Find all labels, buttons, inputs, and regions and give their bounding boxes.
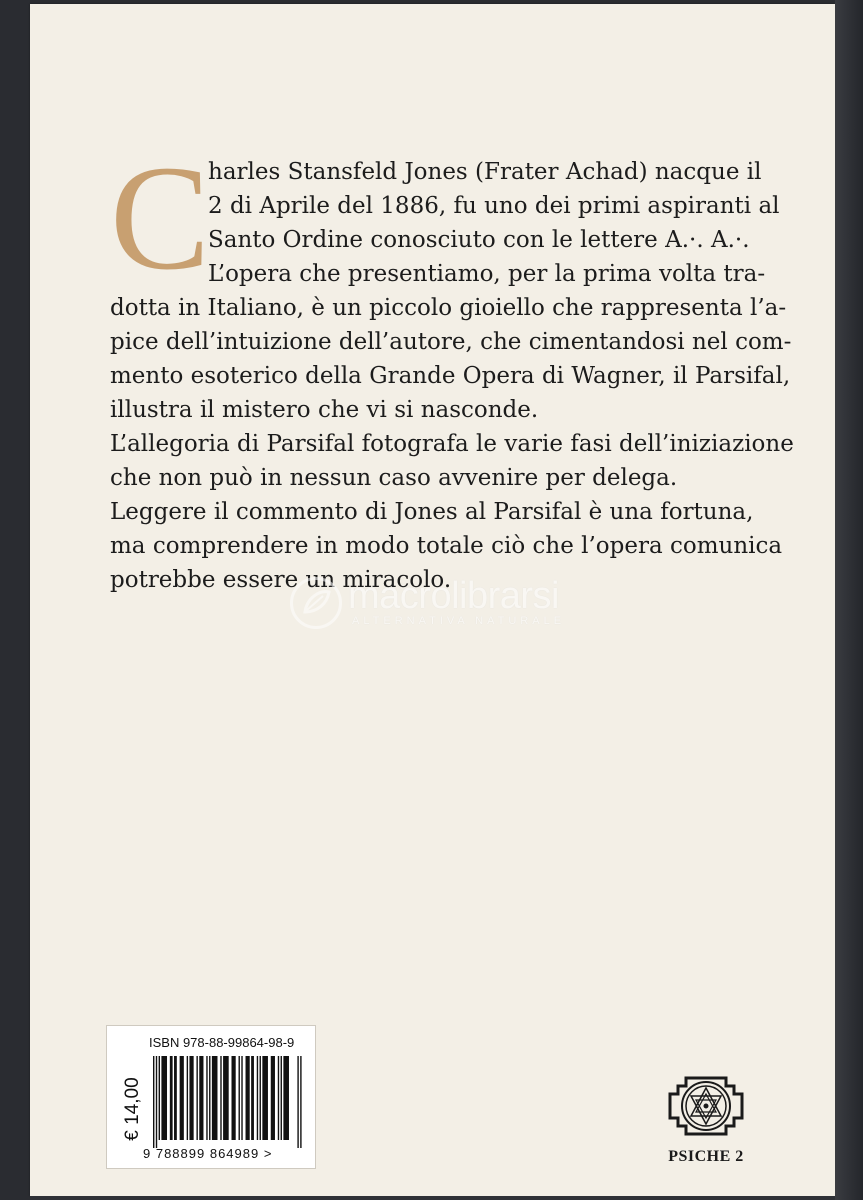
barcode-bar	[180, 1056, 184, 1140]
barcode-bars	[153, 1056, 303, 1148]
blurb-line: Leggere il commento di Jones al Parsifal è una fortuna,	[110, 499, 754, 525]
barcode-label	[106, 1025, 316, 1169]
barcode-bar	[170, 1056, 173, 1140]
barcode-bar	[212, 1056, 218, 1140]
book-bottom-edge	[30, 1196, 835, 1200]
blurb-line: L’allegoria di Parsifal fotografa le varie fasi dell’iniziazione	[110, 431, 794, 457]
barcode-bar	[209, 1056, 210, 1140]
barcode-bar	[257, 1056, 258, 1140]
book-spine-edge	[835, 0, 863, 1200]
blurb-line: ma comprendere in modo totale ciò che l’opera comunica	[110, 533, 783, 559]
drop-cap: C	[110, 135, 211, 301]
leaf-logo-icon	[290, 577, 342, 629]
barcode-bar	[159, 1056, 160, 1140]
barcode-guard-bar	[156, 1056, 157, 1148]
isbn-number: ISBN 978-88-99864-98-9	[149, 1035, 295, 1050]
publisher-name: PSICHE 2	[668, 1148, 744, 1165]
barcode-guard-bar	[300, 1056, 301, 1148]
barcode-bar	[174, 1056, 177, 1140]
blurb-line: potrebbe essere un miracolo.	[110, 567, 452, 593]
barcode-bar	[260, 1056, 261, 1140]
blurb-line: pice dell’intuizione dell’autore, che cimentandosi nel com-	[110, 329, 792, 355]
barcode-bar	[246, 1056, 250, 1140]
blurb-line: 2 di Aprile del 1886, fu uno dei primi aspiranti al	[208, 193, 780, 219]
blurb-text	[110, 135, 794, 597]
watermark-brand: macrolibrarsi	[348, 575, 559, 617]
barcode-bar	[271, 1056, 275, 1140]
yantra-logo-icon	[666, 1064, 746, 1148]
barcode-digits: 9 788899 864989 >	[143, 1146, 273, 1161]
barcode-bar	[199, 1056, 203, 1140]
barcode-bar	[232, 1056, 236, 1140]
barcode-bar	[278, 1056, 279, 1140]
barcode-bar	[251, 1056, 254, 1140]
barcode-bar	[241, 1056, 242, 1140]
blurb-line: harles Stansfeld Jones (Frater Achad) nacque il	[208, 159, 762, 185]
blurb-line: L’opera che presentiamo, per la prima volta tra-	[208, 261, 766, 287]
barcode-bar	[283, 1056, 289, 1140]
barcode-bar	[220, 1056, 221, 1140]
barcode-bar	[206, 1056, 207, 1140]
blurb-line: dotta in Italiano, è un piccolo gioiello che rappresenta l’a-	[110, 295, 787, 321]
barcode-bar	[281, 1056, 282, 1140]
blurb-line: mento esoterico della Grande Opera di Wagner, il Parsifal,	[110, 363, 791, 389]
barcode-bar	[239, 1056, 240, 1140]
barcode-bar	[223, 1056, 229, 1140]
barcode-bar	[187, 1056, 188, 1140]
blurb-line: che non può in nessun caso avvenire per delega.	[110, 465, 678, 491]
watermark-tagline: ALTERNATIVA NATURALE	[352, 615, 566, 627]
barcode-guard-bar	[153, 1056, 154, 1148]
price-label: € 14,00	[122, 1077, 143, 1141]
barcode-bar	[196, 1056, 197, 1140]
publisher-mark	[666, 1064, 746, 1174]
barcode-bar	[262, 1056, 268, 1140]
barcode-bar	[189, 1056, 193, 1140]
barcode-guard-bar	[297, 1056, 298, 1148]
blurb-line: illustra il mistero che vi si nasconde.	[110, 397, 539, 423]
macrolibrarsi-watermark	[290, 575, 590, 635]
blurb-line: Santo Ordine conosciuto con le lettere A.·. A.·.	[208, 227, 750, 253]
barcode-bar	[161, 1056, 167, 1140]
blurb-first-paragraph	[110, 135, 780, 301]
